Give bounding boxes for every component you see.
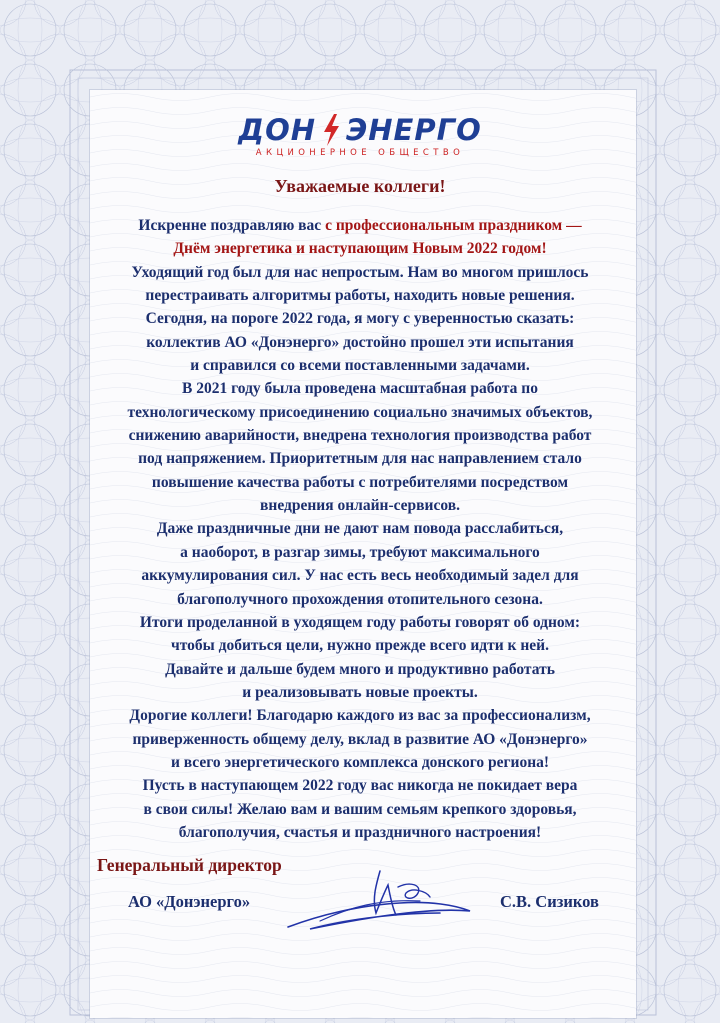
letter-line: а наоборот, в разгар зимы, требуют максимального bbox=[180, 543, 540, 561]
letter-line: благополучного прохождения отопительного сезона. bbox=[177, 590, 543, 608]
signatory-name: С.В. Сизиков bbox=[500, 892, 599, 911]
signatory-title: Генеральный директор bbox=[97, 855, 282, 875]
handwritten-signature bbox=[280, 865, 490, 940]
letter-line: и всего энергетического комплекса донского региона! bbox=[170, 753, 550, 771]
letter-line: Сегодня, на пороге 2022 года, я могу с уверенностью сказать: bbox=[145, 310, 575, 328]
letter-line: чтобы добиться цели, нужно прежде всего идти к ней. bbox=[171, 637, 549, 655]
letter-line: Итоги проделанной в уходящем году работы говорят об одном: bbox=[139, 613, 581, 631]
letter-line: коллектив АО «Донэнерго» достойно прошел эти испытания bbox=[146, 333, 574, 351]
letter-line: повышение качества работы с потребителями посредством bbox=[151, 473, 569, 491]
salutation-heading: Уважаемые коллеги! bbox=[274, 176, 446, 196]
letter-line: Искренне поздравляю вас с профессиональным праздником — bbox=[138, 217, 582, 234]
letter-line: В 2021 году была проведена масштабная работа по bbox=[182, 380, 538, 398]
letter-line: под напряжением. Приоритетным для нас направлением стало bbox=[138, 450, 582, 468]
logo-wordmark bbox=[238, 112, 482, 148]
letter-line: Даже праздничные дни не дают нам повода расслабиться, bbox=[156, 520, 564, 538]
letter-line: приверженность общему делу, вклад в развитие АО «Донэнерго» bbox=[132, 730, 588, 748]
logo-left-text: ДОН bbox=[238, 113, 316, 147]
letter-line: в свои силы! Желаю вам и вашим семьям крепкого здоровья, bbox=[143, 800, 577, 818]
logo-right-text: ЭНЕРГО bbox=[346, 113, 482, 147]
letter-line: Давайте и дальше будем много и продуктивно работать bbox=[165, 660, 555, 678]
letter-line: Дорогие коллеги! Благодарю каждого из вас за профессионализм, bbox=[129, 707, 591, 725]
letter-line: благополучия, счастья и праздничного настроения! bbox=[178, 823, 542, 841]
letter-body bbox=[92, 214, 628, 844]
company-logo bbox=[0, 112, 720, 158]
letter-line: и справился со всеми поставленными задачами. bbox=[190, 357, 530, 375]
letter-line: Уходящий год был для нас непростым. Нам во многом пришлось bbox=[131, 263, 589, 281]
letter-line: аккумулирования сил. У нас есть весь необходимый задел для bbox=[141, 567, 579, 585]
letter-line: технологическому присоединению социально значимых объектов, bbox=[127, 403, 593, 421]
letter-line: Днём энергетика и наступающим Новым 2022 годом! bbox=[173, 240, 547, 258]
signatory-company: АО «Донэнерго» bbox=[128, 892, 251, 911]
letter-line: внедрения онлайн-сервисов. bbox=[260, 497, 460, 515]
letter-line: Пусть в наступающем 2022 году вас никогда не покидает вера bbox=[142, 777, 578, 795]
letter-line: и реализовывать новые проекты. bbox=[242, 683, 478, 701]
letter-line: снижению аварийности, внедрена технология производства работ bbox=[128, 427, 592, 445]
lightning-bolt-icon bbox=[320, 113, 342, 147]
letter-line: перестраивать алгоритмы работы, находить новые решения. bbox=[145, 287, 575, 305]
logo-subtitle: АКЦИОНЕРНОЕ ОБЩЕСТВО bbox=[255, 148, 465, 158]
